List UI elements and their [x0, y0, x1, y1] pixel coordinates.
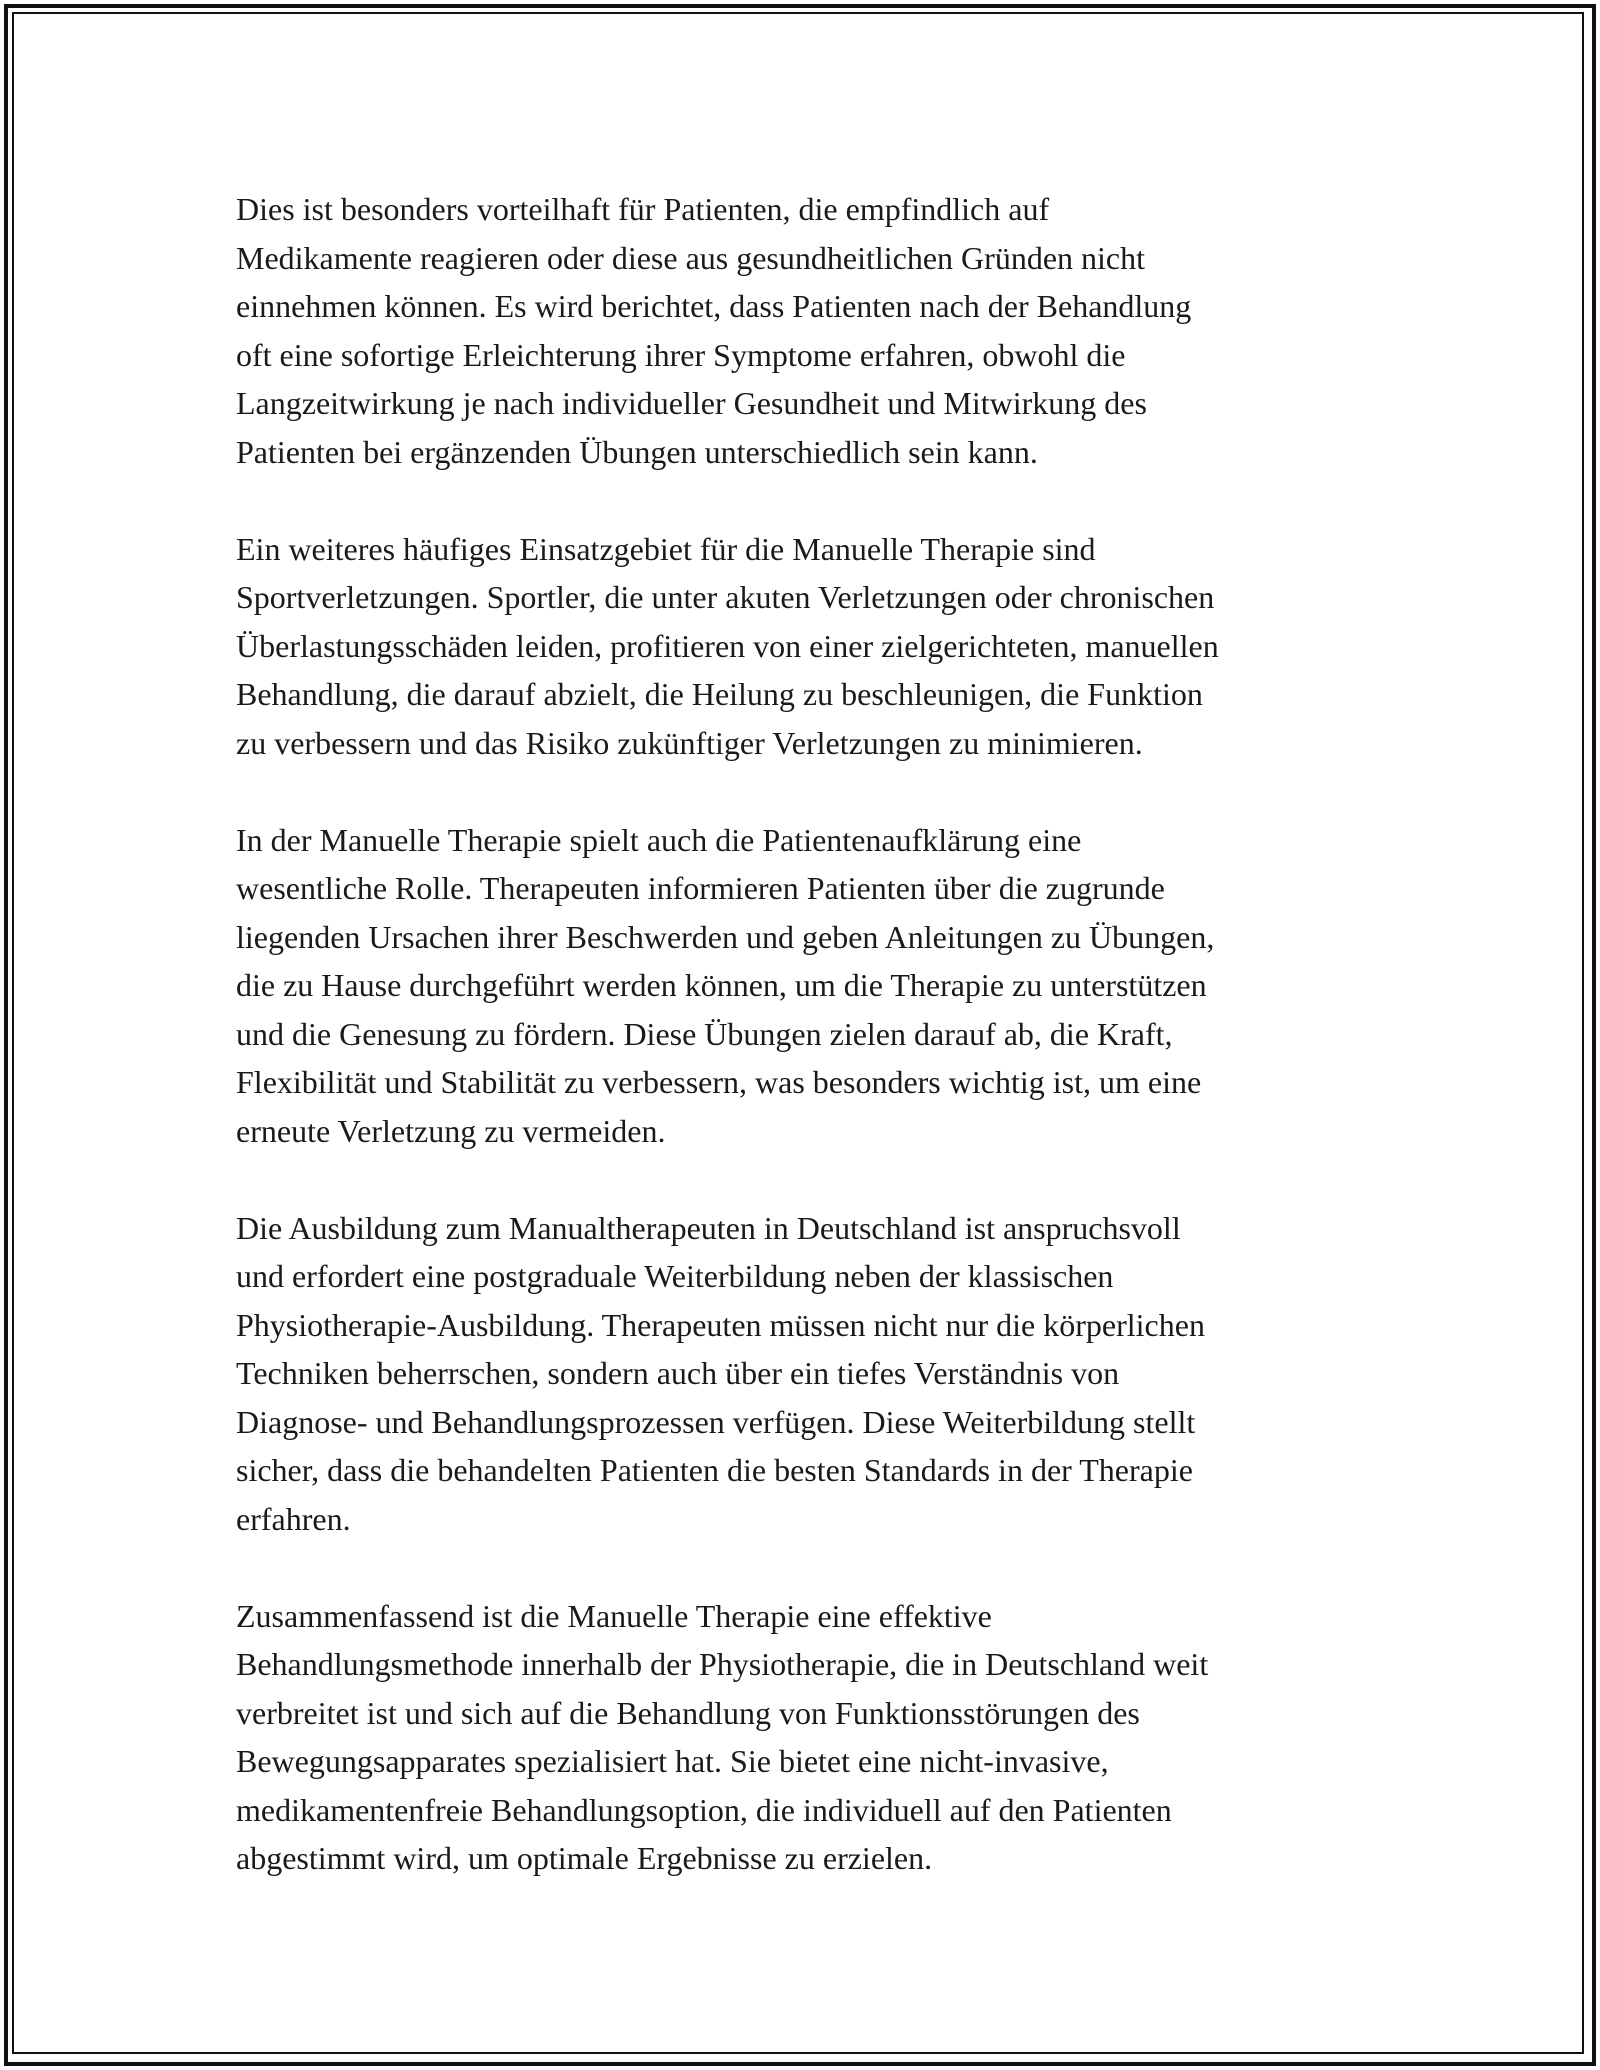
paragraph-2: Ein weiteres häufiges Einsatzgebiet für die Manuelle Therapie sind Sportverletzungen. Sportler, die unter akuten Verletzungen oder chronischen Überlastungsschäden leiden, profitieren von einer zielgerichteten, manuellen Behandlung, die darauf abzielt, die Heilung zu beschleunigen, die Funktion zu verbessern und das Risiko zukünftiger Verletzungen zu minimieren.: [236, 530, 1219, 761]
document-body: [236, 185, 1386, 1883]
paragraph-1: Dies ist besonders vorteilhaft für Patienten, die empfindlich auf Medikamente reagieren oder diese aus gesundheitlichen Gründen nicht einnehmen können. Es wird berichtet, dass Patienten nach der Behandlung oft eine sofortige Erleichterung ihrer Symptome erfahren, obwohl die Langzeitwirkung je nach individueller Gesundheit und Mitwirkung des Patienten bei ergänzenden Übungen unterschiedlich sein kann.: [236, 191, 1192, 470]
paragraph-5: Zusammenfassend ist die Manuelle Therapie eine effektive Behandlungsmethode innerhalb der Physiotherapie, die in Deutschland weit verbreitet ist und sich auf die Behandlung von Funktionsstörungen des Bewegungsapparates spezialisiert hat. Sie bietet eine nicht-invasive, medikamentenfreie Behandlungsoption, die individuell auf den Patienten abgestimmt wird, um optimale Ergebnisse zu erzielen.: [236, 1597, 1209, 1876]
paragraph-4: Die Ausbildung zum Manualtherapeuten in Deutschland ist anspruchsvoll und erfordert eine postgraduale Weiterbildung neben der klassischen Physiotherapie-Ausbildung. Therapeuten müssen nicht nur die körperlichen Techniken beherrschen, sondern auch über ein tiefes Verständnis von Diagnose- und Behandlungsprozessen verfügen. Diese Weiterbildung stellt sicher, dass die behandelten Patienten die besten Standards in der Therapie erfahren.: [236, 1209, 1205, 1537]
paragraph-3: In der Manuelle Therapie spielt auch die Patientenaufklärung eine wesentliche Rolle. Therapeuten informieren Patienten über die zugrunde liegenden Ursachen ihrer Beschwerden und geben Anleitungen zu Übungen, die zu Hause durchgeführt werden können, um die Therapie zu unterstützen und die Genesung zu fördern. Diese Übungen zielen darauf ab, die Kraft, Flexibilität und Stabilität zu verbessern, was besonders wichtig ist, um eine erneute Verletzung zu vermeiden.: [236, 821, 1215, 1149]
